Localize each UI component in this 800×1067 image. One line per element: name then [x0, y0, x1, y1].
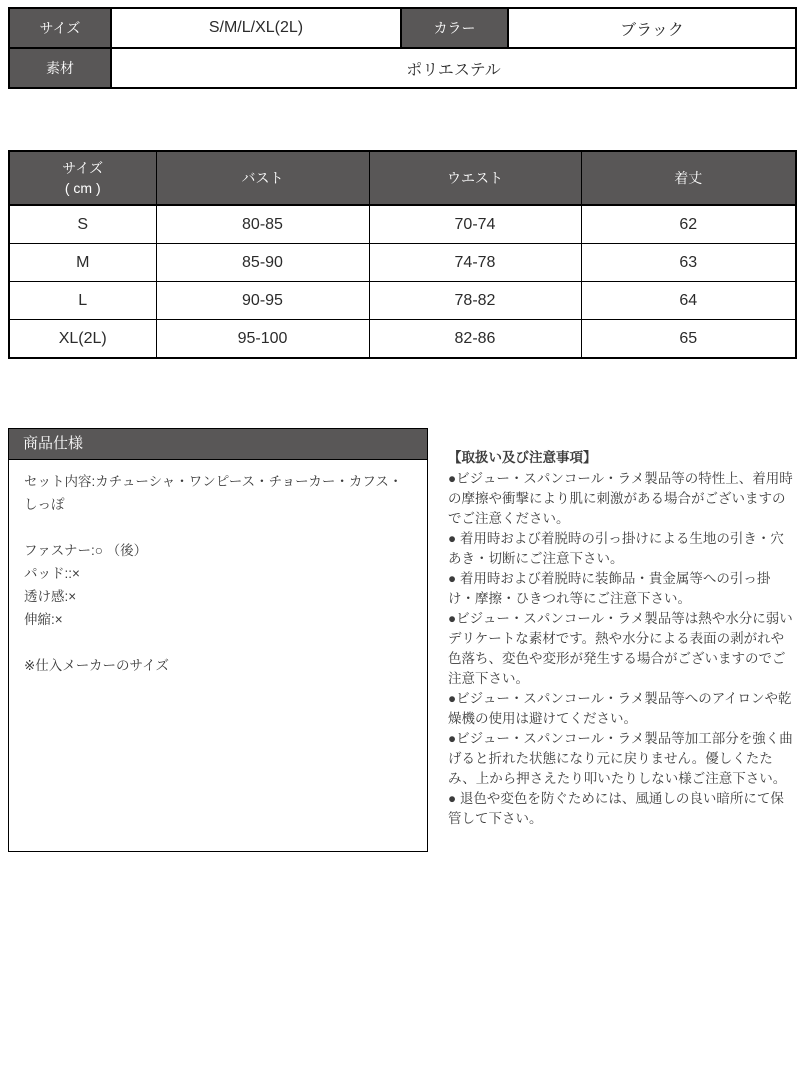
spec-item-stretch: 伸縮:×	[24, 612, 63, 627]
length-header-cell: 着丈	[581, 151, 796, 205]
precaution-bullet: ● 退色や変色を防ぐためには、風通しの良い暗所にて保管して下さい。	[448, 791, 784, 826]
bust-cell: 80-85	[156, 205, 369, 244]
precaution-bullet: ●ビジュー・スパンコール・ラメ製品等加工部分を強く曲げると折れた状態になり元に戻りません。優しくたたみ、上から押さえたり叩いたりしない様ご注意下さい。	[448, 731, 793, 786]
size-chart-header-row	[9, 151, 796, 205]
table-row	[9, 244, 796, 282]
color-label-cell: カラー	[401, 8, 508, 48]
bust-cell: 90-95	[156, 282, 369, 320]
bust-cell: 85-90	[156, 244, 369, 282]
spec-item-pad: パッド::×	[24, 566, 80, 581]
bust-cell: 95-100	[156, 320, 369, 359]
size-cell: M	[9, 244, 156, 282]
spec-item-sheerness: 透け感:×	[24, 589, 77, 604]
table-row	[9, 48, 796, 88]
table-row	[9, 320, 796, 359]
table-row	[9, 205, 796, 244]
waist-header-cell: ウエスト	[369, 151, 581, 205]
length-cell: 64	[581, 282, 796, 320]
waist-cell: 78-82	[369, 282, 581, 320]
size-cell: S	[9, 205, 156, 244]
material-label-cell: 素材	[9, 48, 111, 88]
material-value-cell: ポリエステル	[111, 48, 796, 88]
product-spec-box	[8, 428, 428, 852]
size-header-line2: ( cm )	[64, 180, 101, 196]
size-cm-header-cell	[9, 151, 156, 205]
size-label-cell: サイズ	[9, 8, 111, 48]
length-cell: 65	[581, 320, 796, 359]
size-value-cell: S/M/L/XL(2L)	[111, 8, 401, 48]
product-spec-title: 商品仕様	[8, 428, 428, 460]
size-cell: L	[9, 282, 156, 320]
precaution-bullet: ● 着用時および着脱時に装飾品・貴金属等への引っ掛け・摩擦・ひきつれ等にご注意下さい。	[448, 571, 771, 606]
table-row	[9, 282, 796, 320]
waist-cell: 70-74	[369, 205, 581, 244]
spec-table	[8, 7, 797, 89]
precautions-heading: 【取扱い及び注意事項】	[448, 450, 597, 465]
precaution-bullet: ●ビジュー・スパンコール・ラメ製品等は熱や水分に弱いデリケートな素材です。熱や水分による表面の剥がれや色落ち、変色や変形が発生する場合がございますのでご注意下さい。	[448, 611, 793, 686]
waist-cell: 74-78	[369, 244, 581, 282]
length-cell: 62	[581, 205, 796, 244]
precautions-section	[448, 448, 796, 829]
size-chart-table	[8, 150, 797, 359]
length-cell: 63	[581, 244, 796, 282]
blank-line	[24, 516, 412, 539]
blank-line	[24, 631, 412, 654]
color-value-cell: ブラック	[508, 8, 796, 48]
precaution-bullet: ● 着用時および着脱時の引っ掛けによる生地の引き・穴あき・切断にご注意下さい。	[448, 531, 784, 566]
size-header-line1: サイズ	[62, 160, 104, 176]
product-spec-body	[8, 460, 428, 852]
waist-cell: 82-86	[369, 320, 581, 359]
spec-item-fastener: ファスナー:○ （後）	[24, 543, 148, 558]
size-cell: XL(2L)	[9, 320, 156, 359]
precaution-bullet: ●ビジュー・スパンコール・ラメ製品等へのアイロンや乾燥機の使用は避けてください。	[448, 691, 792, 726]
spec-note: ※仕入メーカーのサイズ	[24, 658, 169, 673]
set-contents-line: セット内容:カチューシャ・ワンピース・チョーカー・カフス・しっぽ	[24, 474, 403, 512]
precaution-bullet: ●ビジュー・スパンコール・ラメ製品等の特性上、着用時の摩擦や衝撃により肌に刺激がある場合がございますのでご注意ください。	[448, 471, 793, 526]
table-row	[9, 8, 796, 48]
bust-header-cell: バスト	[156, 151, 369, 205]
